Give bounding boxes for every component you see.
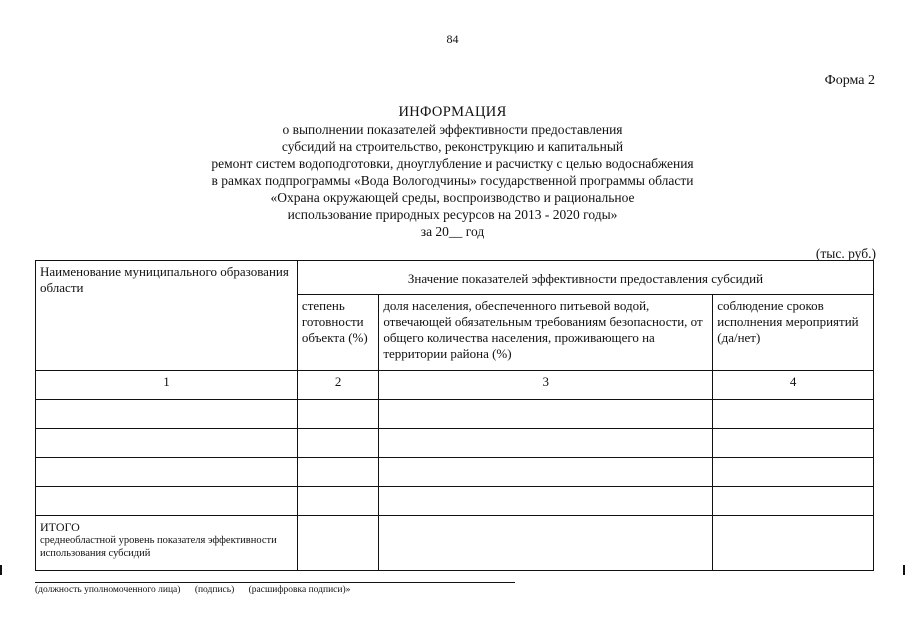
indicators-table [35,260,874,571]
title-line: использование природных ресурсов на 2013 - 2020 годы» [287,207,618,222]
table-row [36,487,874,516]
page-number: 84 [446,32,459,46]
table-cell [713,487,874,516]
table-row [36,400,874,429]
table-cell [36,487,298,516]
signature-position-caption: (должность уполномоченного лица) [35,585,181,595]
table-cell [36,458,298,487]
table-cell [297,487,378,516]
table-cell [297,429,378,458]
column-number-row [36,371,874,400]
document-title: ИНФОРМАЦИЯ [398,104,507,120]
scan-edge-mark [0,565,2,575]
table-cell [713,458,874,487]
table-cell [379,429,713,458]
column-number: 2 [297,371,378,400]
signature-captions [35,585,362,595]
column-number: 1 [36,371,298,400]
title-line: ремонт систем водоподготовки, дноуглубление и расчистку с целью водоснабжения [211,156,694,171]
title-line: о выполнении показателей эффективности предоставления [282,122,623,137]
table-cell [297,516,378,571]
total-sublabel: среднеобластной уровень показателя эффективности использования субсидий [40,535,277,559]
table-cell [713,429,874,458]
table-cell [36,400,298,429]
column-number: 4 [713,371,874,400]
table-cell [379,400,713,429]
column-number: 3 [379,371,713,400]
table-cell [713,400,874,429]
form-label: Форма 2 [824,73,875,88]
table-header-row [36,261,874,295]
title-line: «Охрана окружающей среды, воспроизводство и рациональное [270,190,635,205]
header-readiness: степень готовности объекта (%) [297,295,378,371]
total-label: ИТОГО [40,520,80,534]
header-deadlines: соблюдение сроков исполнения мероприятий (да/нет) [713,295,874,371]
total-row [36,516,874,571]
header-indicators-group: Значение показателей эффективности предоставления субсидий [297,261,873,295]
title-line: в рамках подпрограммы «Вода Вологодчины» государственной программы области [211,173,694,188]
signature-line [35,582,515,583]
total-label-cell [36,516,298,571]
table-row [36,458,874,487]
table-row [36,429,874,458]
document-title-block [0,104,905,240]
table-cell [713,516,874,571]
table-cell [379,487,713,516]
table-cell [379,458,713,487]
title-line: субсидий на строительство, реконструкцию и капитальный [281,139,624,154]
units-label: (тыс. руб.) [815,246,876,261]
signature-sign-caption: (подпись) [194,585,235,595]
table-cell [297,458,378,487]
table-cell [297,400,378,429]
signature-decode-caption: (расшифровка подписи)» [248,585,351,595]
header-municipality: Наименование муниципального образования области [36,261,298,371]
title-line-year: за 20__ год [420,224,485,239]
table-cell [36,429,298,458]
header-population-share: доля населения, обеспеченного питьевой водой, отвечающей обязательным требованиям безопасности, от общего количества населения, проживающего на территории района (%) [379,295,713,371]
table-cell [379,516,713,571]
